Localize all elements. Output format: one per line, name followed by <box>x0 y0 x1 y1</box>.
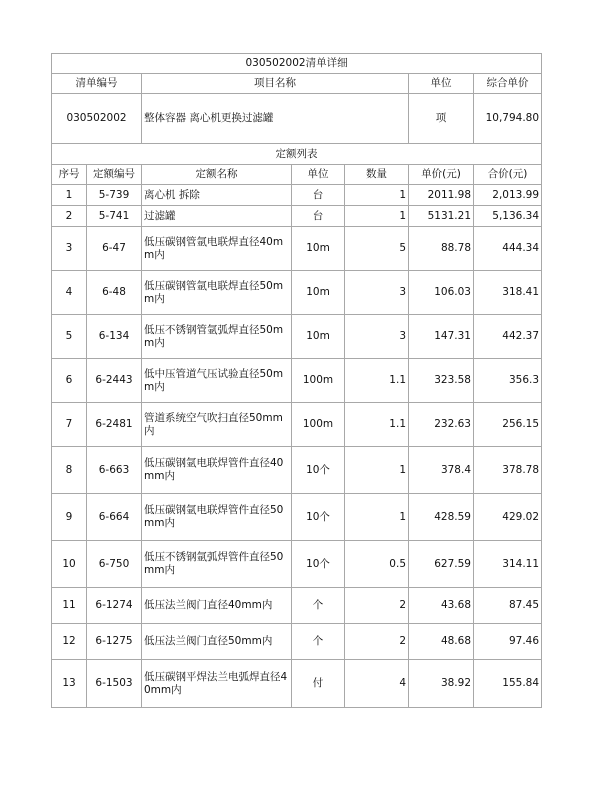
row-total: 444.34 <box>474 227 542 271</box>
row-quota-name: 离心机 拆除 <box>142 185 292 206</box>
quota-list-title: 定额列表 <box>52 144 542 165</box>
row-unit: 个 <box>292 588 345 624</box>
row-seq: 1 <box>52 185 87 206</box>
row-qty: 0.5 <box>345 541 409 588</box>
quota-name-header: 定额名称 <box>142 165 292 185</box>
row-quota-code: 6-48 <box>87 271 142 315</box>
row-qty: 1 <box>345 447 409 494</box>
row-total: 97.46 <box>474 624 542 660</box>
row-quota-name: 低压不锈钢管氩弧焊直径50mm内 <box>142 315 292 359</box>
row-unit-price: 232.63 <box>409 403 474 447</box>
table-row <box>52 660 542 708</box>
table-title: 030502002清单详细 <box>52 54 542 74</box>
row-qty: 3 <box>345 315 409 359</box>
row-seq: 9 <box>52 494 87 541</box>
table-row <box>52 494 542 541</box>
row-total: 5,136.34 <box>474 206 542 227</box>
item-unit: 项 <box>409 94 474 144</box>
row-quota-code: 5-739 <box>87 185 142 206</box>
quota-detail-table <box>51 53 542 708</box>
item-code-header: 清单编号 <box>52 74 142 94</box>
title-row <box>52 54 542 74</box>
row-unit: 100m <box>292 359 345 403</box>
quota-code-header: 定额编号 <box>87 165 142 185</box>
row-quota-code: 6-2443 <box>87 359 142 403</box>
row-unit-price: 428.59 <box>409 494 474 541</box>
row-total: 314.11 <box>474 541 542 588</box>
row-total: 442.37 <box>474 315 542 359</box>
row-qty: 4 <box>345 660 409 708</box>
item-header-row <box>52 74 542 94</box>
row-unit-price: 147.31 <box>409 315 474 359</box>
row-unit: 10m <box>292 271 345 315</box>
table-row <box>52 227 542 271</box>
row-seq: 8 <box>52 447 87 494</box>
row-quota-name: 低中压管道气压试验直径50mm内 <box>142 359 292 403</box>
row-seq: 11 <box>52 588 87 624</box>
row-quota-code: 5-741 <box>87 206 142 227</box>
row-qty: 1 <box>345 494 409 541</box>
row-unit: 100m <box>292 403 345 447</box>
row-qty: 3 <box>345 271 409 315</box>
item-name: 整体容器 离心机更换过滤罐 <box>142 94 409 144</box>
table-row <box>52 588 542 624</box>
table-row <box>52 541 542 588</box>
row-quota-code: 6-1275 <box>87 624 142 660</box>
row-total: 356.3 <box>474 359 542 403</box>
row-unit-price: 106.03 <box>409 271 474 315</box>
row-unit: 台 <box>292 185 345 206</box>
row-total: 429.02 <box>474 494 542 541</box>
row-qty: 5 <box>345 227 409 271</box>
row-total: 87.45 <box>474 588 542 624</box>
unit-price-header: 单价(元) <box>409 165 474 185</box>
row-quota-code: 6-1503 <box>87 660 142 708</box>
row-unit: 10m <box>292 227 345 271</box>
row-quota-code: 6-1274 <box>87 588 142 624</box>
row-quota-name: 低压碳钢平焊法兰电弧焊直径40mm内 <box>142 660 292 708</box>
table-row <box>52 403 542 447</box>
row-quota-code: 6-47 <box>87 227 142 271</box>
row-unit: 10m <box>292 315 345 359</box>
quota-title-row <box>52 144 542 165</box>
row-quota-name: 过滤罐 <box>142 206 292 227</box>
row-qty: 1.1 <box>345 359 409 403</box>
row-unit: 个 <box>292 624 345 660</box>
table-row <box>52 315 542 359</box>
row-quota-name: 低压不锈钢氩弧焊管件直径50mm内 <box>142 541 292 588</box>
row-seq: 13 <box>52 660 87 708</box>
row-qty: 1 <box>345 206 409 227</box>
row-seq: 5 <box>52 315 87 359</box>
row-quota-name: 低压碳钢管氩电联焊直径50mm内 <box>142 271 292 315</box>
row-quota-code: 6-2481 <box>87 403 142 447</box>
table-row <box>52 359 542 403</box>
item-row <box>52 94 542 144</box>
row-quota-code: 6-134 <box>87 315 142 359</box>
row-quota-code: 6-750 <box>87 541 142 588</box>
row-unit: 10个 <box>292 447 345 494</box>
row-seq: 3 <box>52 227 87 271</box>
quota-unit-header: 单位 <box>292 165 345 185</box>
row-seq: 10 <box>52 541 87 588</box>
quota-header-row <box>52 165 542 185</box>
table-row <box>52 624 542 660</box>
row-unit: 台 <box>292 206 345 227</box>
item-price-header: 综合单价 <box>474 74 542 94</box>
row-total: 256.15 <box>474 403 542 447</box>
row-seq: 6 <box>52 359 87 403</box>
table-row <box>52 271 542 315</box>
table-row <box>52 206 542 227</box>
seq-header: 序号 <box>52 165 87 185</box>
row-total: 318.41 <box>474 271 542 315</box>
row-quota-code: 6-664 <box>87 494 142 541</box>
item-price: 10,794.80 <box>474 94 542 144</box>
row-unit-price: 2011.98 <box>409 185 474 206</box>
item-name-header: 项目名称 <box>142 74 409 94</box>
total-header: 合价(元) <box>474 165 542 185</box>
row-qty: 1.1 <box>345 403 409 447</box>
row-seq: 2 <box>52 206 87 227</box>
row-qty: 2 <box>345 588 409 624</box>
row-total: 2,013.99 <box>474 185 542 206</box>
table-row <box>52 185 542 206</box>
row-unit: 10个 <box>292 541 345 588</box>
row-quota-name: 低压碳钢氩电联焊管件直径40mm内 <box>142 447 292 494</box>
row-unit-price: 378.4 <box>409 447 474 494</box>
row-total: 155.84 <box>474 660 542 708</box>
row-unit-price: 323.58 <box>409 359 474 403</box>
row-unit-price: 43.68 <box>409 588 474 624</box>
row-unit-price: 38.92 <box>409 660 474 708</box>
row-quota-name: 低压碳钢管氩电联焊直径40mm内 <box>142 227 292 271</box>
row-unit-price: 48.68 <box>409 624 474 660</box>
row-quota-name: 低压法兰阀门直径50mm内 <box>142 624 292 660</box>
table-row <box>52 447 542 494</box>
row-qty: 2 <box>345 624 409 660</box>
row-quota-name: 低压法兰阀门直径40mm内 <box>142 588 292 624</box>
row-seq: 4 <box>52 271 87 315</box>
row-unit-price: 627.59 <box>409 541 474 588</box>
row-qty: 1 <box>345 185 409 206</box>
row-quota-name: 管道系统空气吹扫直径50mm内 <box>142 403 292 447</box>
qty-header: 数量 <box>345 165 409 185</box>
row-total: 378.78 <box>474 447 542 494</box>
row-seq: 12 <box>52 624 87 660</box>
row-quota-name: 低压碳钢氩电联焊管件直径50mm内 <box>142 494 292 541</box>
row-seq: 7 <box>52 403 87 447</box>
row-unit-price: 5131.21 <box>409 206 474 227</box>
row-unit: 10个 <box>292 494 345 541</box>
item-code: 030502002 <box>52 94 142 144</box>
row-quota-code: 6-663 <box>87 447 142 494</box>
row-unit-price: 88.78 <box>409 227 474 271</box>
row-unit: 付 <box>292 660 345 708</box>
item-unit-header: 单位 <box>409 74 474 94</box>
